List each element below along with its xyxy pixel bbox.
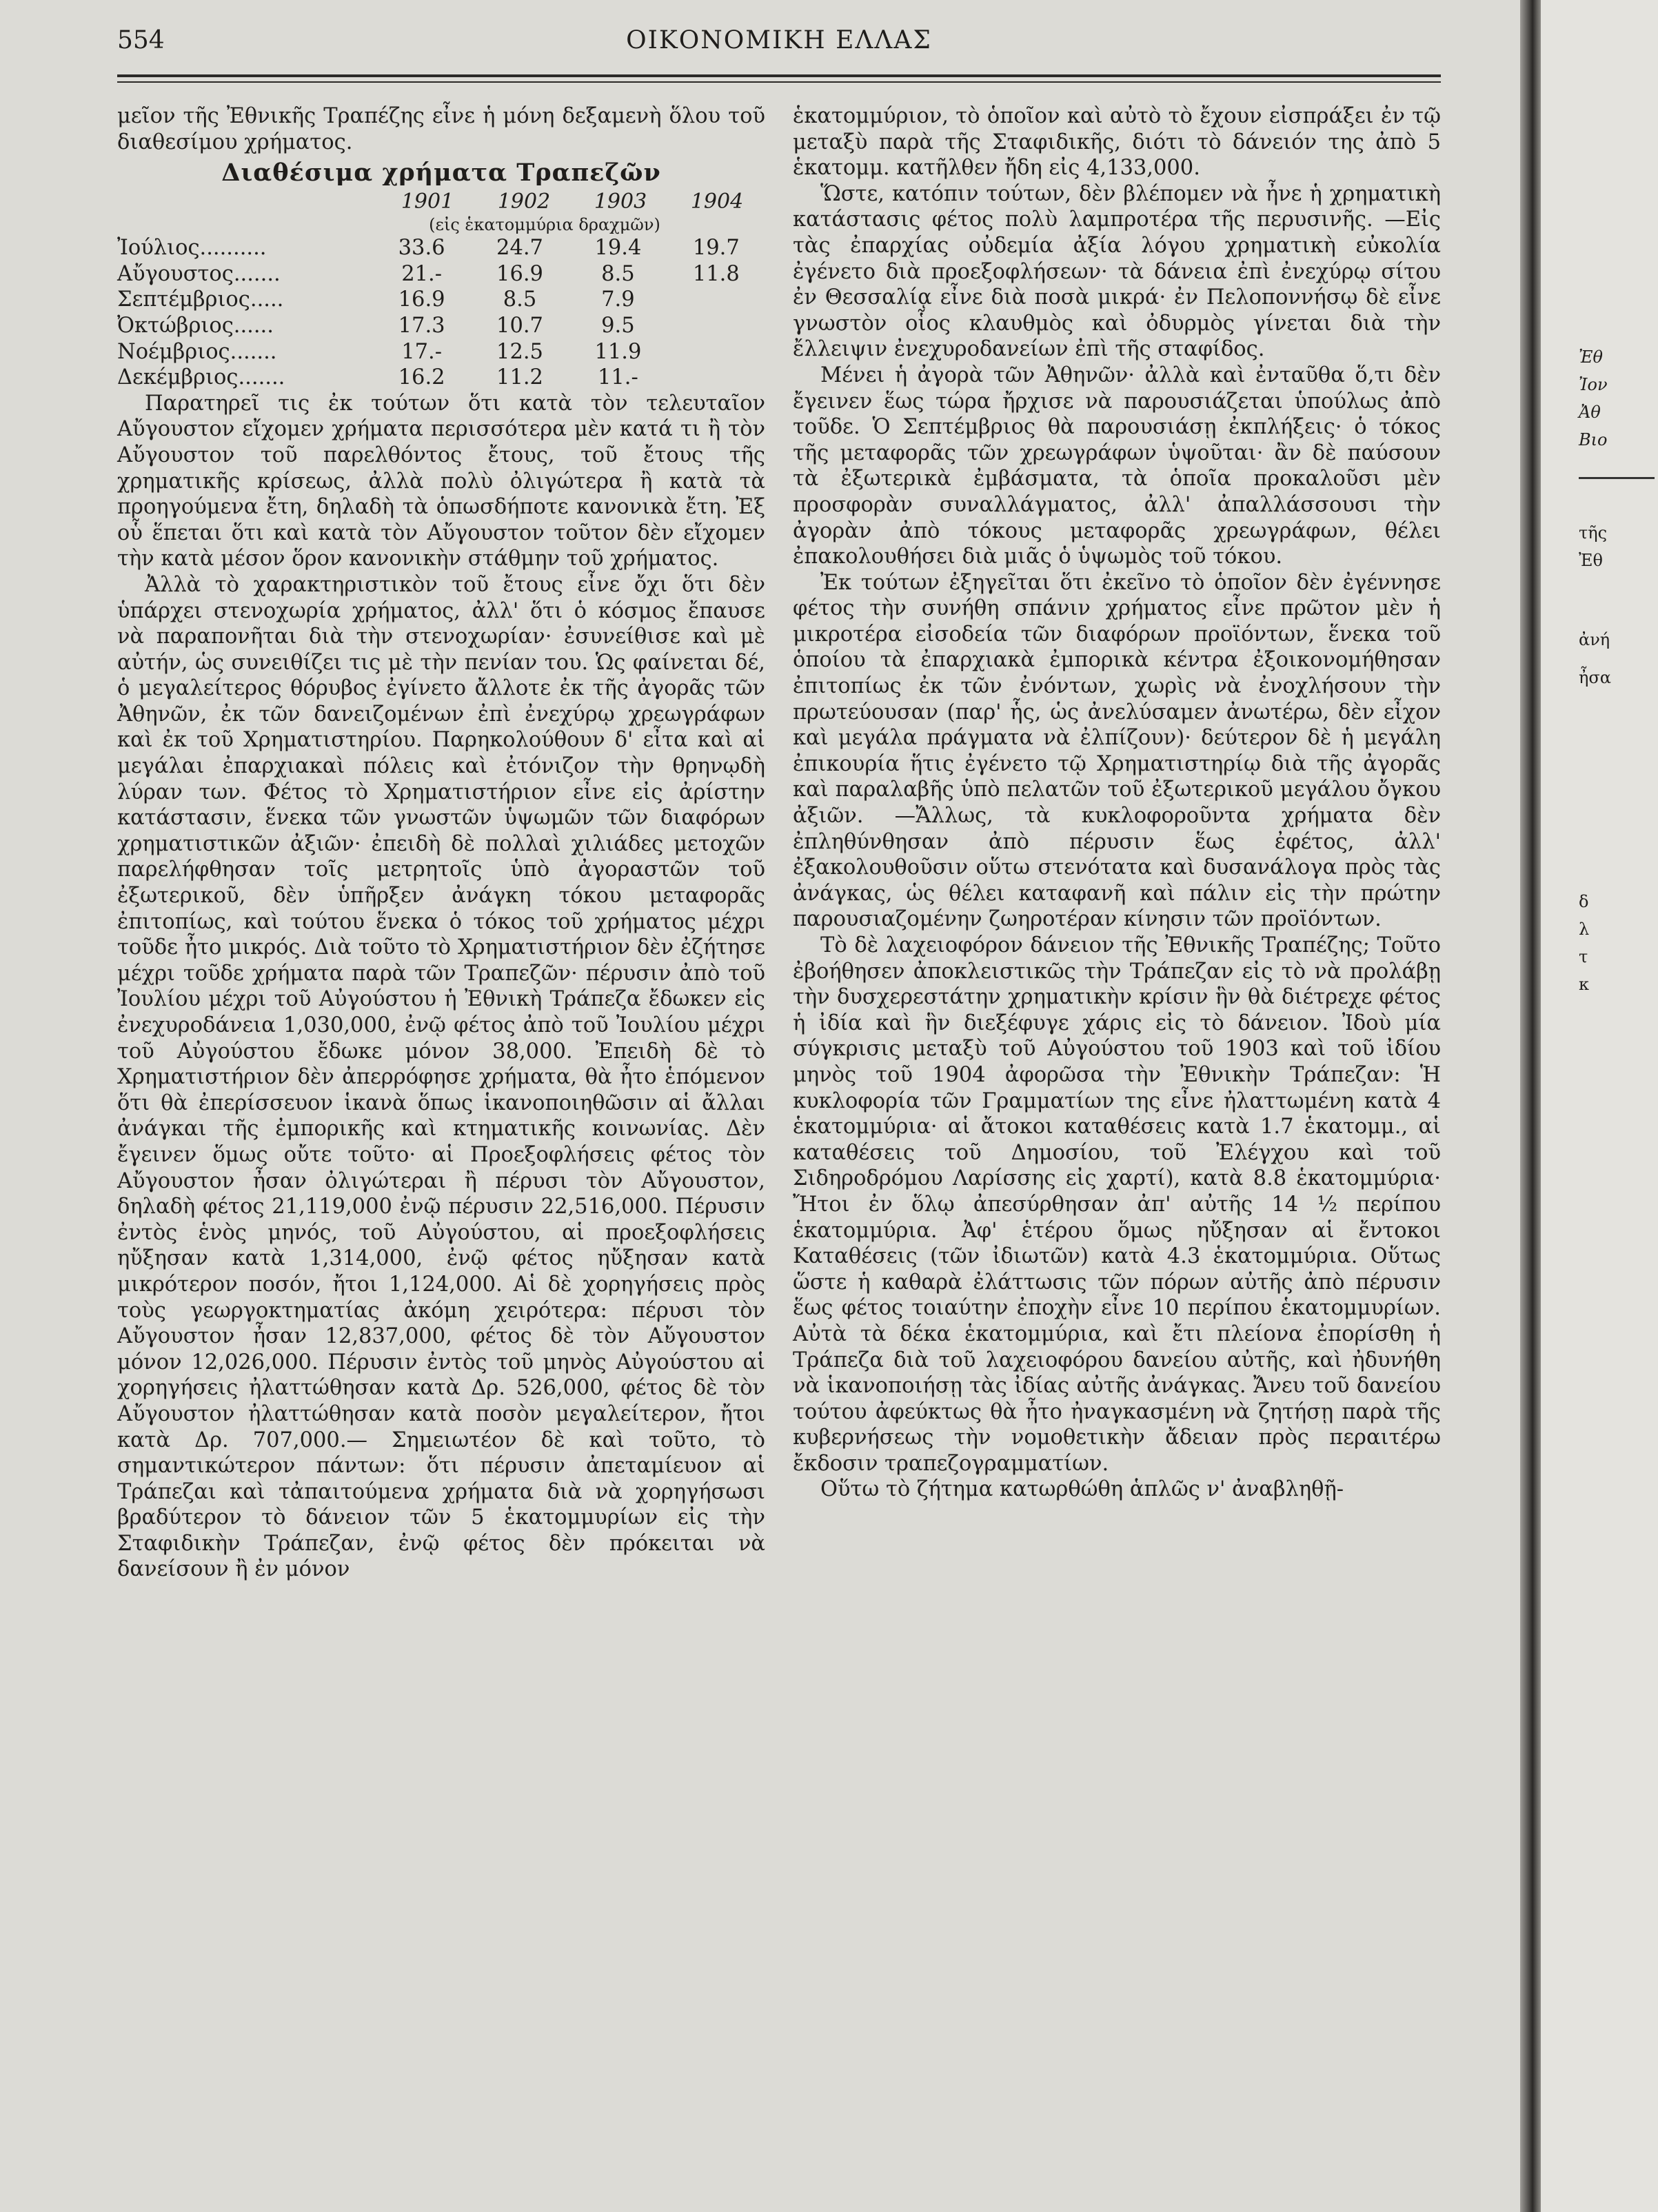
value-cell <box>667 287 765 313</box>
value-cell: 16.9 <box>496 261 543 286</box>
adjacent-rule <box>1579 477 1655 479</box>
value-cell: 11.- <box>597 365 638 390</box>
value-cell <box>667 365 765 391</box>
table-body <box>117 235 765 391</box>
journal-title: ΟΙΚΟΝΟΜΙΚΗ ΕΛΛΑΣ <box>626 26 932 54</box>
body-paragraph: Οὕτω τὸ ζήτημα κατωρθώθη ἁπλῶς ν' ἀναβληθῇ- <box>820 1477 1344 1502</box>
value-cell: 19.4 <box>594 236 642 261</box>
value-cell: 16.2 <box>398 365 445 390</box>
table-year-header <box>117 190 765 214</box>
available-money-table <box>117 156 765 391</box>
value-cell <box>667 313 765 339</box>
value-cell: 17.- <box>401 339 443 364</box>
month-cell: Σεπτέμβριος..... <box>117 287 284 312</box>
value-cell: 24.7 <box>496 236 543 261</box>
value-cell: 8.5 <box>503 287 537 312</box>
year-header: 1903 <box>594 190 647 214</box>
left-intro-paragraph: μεῖον τῆς Ἐθνικῆς Τραπέζης εἶνε ἡ μόνη δεξαμενὴ ὅλου τοῦ διαθεσίμου χρήματος. <box>117 104 765 154</box>
page-header <box>117 26 1441 68</box>
right-column <box>793 103 1441 1503</box>
month-cell: Αὔγουστος....... <box>117 261 281 286</box>
value-cell: 17.3 <box>398 313 445 338</box>
value-cell: 11.2 <box>496 365 543 390</box>
table-row <box>117 313 765 339</box>
table-row <box>117 365 765 391</box>
body-paragraph: Ὥστε, κατόπιν τούτων, δὲν βλέπομεν νὰ ἦνε ἡ χρηματικὴ κατάστασις φέτος πολὺ λαμπροτέρα τῆς περυσινῆς. —Εἰς τὰς ἐπαρχίας οὐδεμία ἀξία λόγου χρηματικὴ εὐκολία ἐγένετο διὰ προεξοφλήσεων· τὰ δάνεια ἐπὶ ἐνεχύρῳ σίτου ἐν Θεσσαλίᾳ εἶνε διὰ ποσὰ μικρά· ἐν Πελοποννήσῳ δὲ εἶνε γνωστὸν οἷος κλαυθμὸς καὶ ὀδυρμὸς γίνεται διὰ τὴν ἔλλειψιν ἐνεχυροδανείων ἐπὶ τῆς σταφίδος. <box>793 181 1441 362</box>
month-cell: Ἰούλιος.......... <box>117 236 267 261</box>
value-cell <box>667 339 765 365</box>
adjacent-fragment: Ἰον <box>1579 375 1608 394</box>
body-paragraph: ἑκατομμύριον, τὸ ὁποῖον καὶ αὐτὸ τὸ ἔχουν εἰσπράξει ἐν τῷ μεταξὺ παρὰ τῆς Σταφιδικῆς, διότι τὸ δάνειόν της ἀπὸ 5 ἑκατομμ. κατῆλθεν ἤδη εἰς 4,133,000. <box>793 104 1441 181</box>
page-number: 554 <box>117 26 165 54</box>
table-row <box>117 287 765 313</box>
value-cell: 16.9 <box>398 287 445 312</box>
month-cell: Δεκέμβριος....... <box>117 365 285 390</box>
adjacent-fragment: Βιο <box>1579 430 1608 449</box>
body-paragraph: Ἐκ τούτων ἐξηγεῖται ὅτι ἐκεῖνο τὸ ὁποῖον δὲν ἐγέννησε φέτος τὴν συνήθη σπάνιν χρήματος εἶνε πρῶτον μὲν ἡ μικροτέρα εἰσοδεία τῶν διαφόρων προϊόντων, ἕνεκα τοῦ ὁποίου τὰ ἐπαρχιακὰ ἐμπορικὰ κέντρα ἐξοικονομήθησαν ἐπιτοπίως ἐκ τῶν ἐνόντων, χωρὶς νὰ ἐνοχλήσουν τὴν πρωτεύουσαν (παρ' ἧς, ὡς ἀνελύσαμεν ἀνωτέρω, δὲν εἶχον καὶ μεγάλα πράγματα νὰ ἐλπίζουν)· δεύτερον δὲ ἡ μεγάλη ἐπικουρία ἥτις ἐγένετο τῷ Χρηματιστηρίῳ διὰ τῆς ἀγορᾶς καὶ παραλαβῆς ὑπὸ πελατῶν τοῦ ἐξωτερικοῦ μεγάλου ὄγκου ἀξιῶν. —Ἄλλως, τὰ κυκλοφοροῦντα χρήματα δὲν ἐπληθύνθησαν ἀπὸ πέρυσιν ἕως ἐφέτος, ἀλλ' ἐξακολουθοῦσιν οὕτω στενότατα καὶ δυσανάλογα πρὸς τὰς ἀνάγκας, ὡς θέλει καταφανῆ καὶ πάλιν εἰς τὴν πρώτην παρουσιαζομένην ζωηροτέραν κίνησιν τῶν προϊόντων. <box>793 570 1441 932</box>
adjacent-fragment: λ <box>1579 920 1590 939</box>
year-header: 1901 <box>401 190 454 214</box>
table-row <box>117 235 765 261</box>
value-cell: 12.5 <box>496 339 543 364</box>
table-row <box>117 339 765 365</box>
value-cell: 9.5 <box>601 313 635 338</box>
left-column <box>117 103 765 1583</box>
adjacent-fragment: Ἐθ <box>1579 347 1603 367</box>
table-unit-note: (εἰς ἑκατομμύρια δραχμῶν) <box>429 215 660 235</box>
value-cell: 7.9 <box>601 287 635 312</box>
value-cell: 21.- <box>401 261 443 286</box>
table-row <box>117 261 765 287</box>
header-rule-thin <box>117 81 1441 83</box>
year-header: 1904 <box>690 190 744 214</box>
value-cell: 19.7 <box>692 236 740 261</box>
book-gutter <box>1520 0 1541 2212</box>
adjacent-page-edge <box>1541 0 1658 2212</box>
body-paragraph: Ἀλλὰ τὸ χαρακτηριστικὸν τοῦ ἔτους εἶνε ὄχι ὅτι δὲν ὑπάρχει στενοχωρία χρήματος, ἀλλ' ὅτι ὁ κόσμος ἔπαυσε νὰ παραπονῆται διὰ τὴν στενοχωρίαν· ἐσυνείθισε καὶ μὲ αὐτήν, ὡς συνειθίζει τις μὲ τὴν πενίαν του. Ὡς φαίνεται δέ, ὁ μεγαλείτερος θόρυβος ἐγίνετο ἄλλοτε ἐκ τῆς ἀγορᾶς τῶν Ἀθηνῶν, ἐκ τῶν δανειζομένων ἐπὶ ἐνεχύρῳ χρεωγράφων καὶ ἐκ τοῦ Χρηματιστηρίου. Παρηκολούθουν δ' εἶτα καὶ αἱ μεγάλαι ἐπαρχιακαὶ πόλεις καὶ ἐτόνιζον τὴν θρηνῳδὴ λύραν των. Φέτος τὸ Χρηματιστήριον εἶνε εἰς ἀρίστην κατάστασιν, ἕνεκα τῶν γνωστῶν ὑψωμῶν τῶν διαφόρων χρηματιστικῶν ἀξιῶν· ἐπειδὴ δὲ πολλαὶ χιλιάδες μετοχῶν παρελήφθησαν τοῖς μετρητοῖς ὑπὸ ἀγοραστῶν τοῦ ἐξωτερικοῦ, δὲν ὑπῆρξεν ἀνάγκη τόκου μεταφορᾶς ἐπιτοπίως, καὶ τούτου ἕνεκα ὁ τόκος τοῦ χρήματος μέχρι τοῦδε ἦτο μικρός. Διὰ τοῦτο τὸ Χρηματιστήριον δὲν ἐζήτησε μέχρι τοῦδε χρήματα παρὰ τῶν Τραπεζῶν· πέρυσιν ἀπὸ τοῦ Ἰουλίου μέχρι τοῦ Αὐγούστου ἡ Ἐθνικὴ Τράπεζα ἔδωκεν εἰς ἐνεχυροδάνεια 1,030,000, ἐνῷ φέτος ἀπὸ τοῦ Ἰουλίου μέχρι τοῦ Αὐγούστου ἔδωκε μόνον 38,000. Ἐπειδὴ δὲ τὸ Χρηματιστήριον δὲν ἀπερρόφησε χρήματα, θὰ ἦτο ἑπόμενον ὅτι θὰ ἐπερίσσευον ἱκανὰ ὅπως ἱκανοποιηθῶσιν αἱ ἄλλαι ἀνάγκαι τῆς ἐμπορικῆς καὶ κτηματικῆς κοινωνίας. Δὲν ἔγεινεν ὅμως οὔτε τοῦτο· αἱ Προεξοφλήσεις φέτος τὸν Αὔγουστον ἦσαν ὀλιγώτεραι ἢ πέρυσι τὸν Αὔγουστον, δηλαδὴ φέτος 21,119,000 ἐνῷ πέρυσιν 22,516,000. Πέρυσιν ἐντὸς ἑνὸς μηνός, τοῦ Αὐγούστου, αἱ προεξοφλήσεις ηὔξησαν κατὰ 1,314,000, ἐνῷ φέτος ηὔξησαν κατὰ μικρότερον ποσόν, ἤτοι 1,124,000. Αἱ δὲ χορηγήσεις πρὸς τοὺς γεωργοκτηματίας ἀκόμη χειρότερα: πέρυσι τὸν Αὔγουστον ἦσαν 12,837,000, φέτος δὲ τὸν Αὔγουστον μόνον 12,026,000. Πέρυσιν ἐντὸς τοῦ μηνὸς Αὐγούστου αἱ χορηγήσεις ἠλαττώθησαν κατὰ Δρ. 526,000, φέτος δὲ τὸν Αὔγουστον ἠλαττώθησαν κατὰ ποσὸν μεγαλείτερον, ἤτοι κατὰ Δρ. 707,000.— Σημειωτέον δὲ καὶ τοῦτο, τὸ σημαντικώτερον πάντων: ὅτι πέρυσιν ἀπεταμίευον αἱ Τράπεζαι καὶ τἀπαιτούμενα χρήματα διὰ νὰ χορηγήσωσι βραδύτερον τὸ δάνειον τῶν 5 ἑκατομμυρίων εἰς τὴν Σταφιδικὴν Τράπεζαν, ἐνῷ φέτος δὲν πρόκειται νὰ δανείσουν ἢ ἐν μόνον <box>117 572 765 1582</box>
value-cell: 8.5 <box>601 261 635 286</box>
adjacent-fragment: Ἐθ <box>1579 551 1603 570</box>
body-paragraph: Τὸ δὲ λαχειοφόρον δάνειον τῆς Ἐθνικῆς Τραπέζης; Τοῦτο ἐβοήθησεν ἀποκλειστικῶς τὴν Τράπεζαν εἰς τὸ νὰ προλάβῃ τὴν δυσχερεστάτην χρηματικὴν κρίσιν ἣν θὰ διέτρεχε φέτος ἡ ἰδία καὶ ἣν διεξέφυγε χάρις εἰς τὸ δάνειον. Ἰδοὺ μία σύγκρισις μεταξὺ τοῦ Αὐγούστου τοῦ 1903 καὶ τοῦ ἰδίου μηνὸς τοῦ 1904 ἀφορῶσα τὴν Ἐθνικὴν Τράπεζαν: Ἡ κυκλοφορία τῶν Γραμματίων της εἶνε ἠλαττωμένη κατὰ 4 ἑκατομμύρια· αἱ ἄτοκοι καταθέσεις κατὰ 1.7 ἑκατομμ., αἱ καταθέσεις τοῦ Δημοσίου, τοῦ Ἐλέγχου καὶ τοῦ Σιδηροδρόμου Λαρίσσης εἰς χαρτί), κατὰ 8.8 ἑκατομμύρια· Ἤτοι ἐν ὅλῳ ἀπεσύρθησαν ἀπ' αὐτῆς 14 ½ περίπου ἑκατομμύρια. Ἀφ' ἑτέρου ὅμως ηὔξησαν αἱ ἔντοκοι Καταθέσεις (τῶν ἰδιωτῶν) κατὰ 4.3 ἑκατομμύρια. Οὕτως ὥστε ἡ καθαρὰ ἐλάττωσις τῶν πόρων αὐτῆς ἀπὸ πέρυσιν ἕως φέτος τοιαύτην ἐποχὴν εἶνε 10 περίπου ἑκατομμυρίων. Αὐτὰ τὰ δέκα ἑκατομμύρια, καὶ ἔτι πλείονα ἐπορίσθη ἡ Τράπεζα διὰ τοῦ λαχειοφόρου δανείου αὐτῆς, καὶ ἠδυνήθη νὰ ἱκανοποιήσῃ τὰς ἰδίας αὐτῆς ἀνάγκας. Ἄνευ τοῦ δανείου τούτου ἀφεύκτως θὰ ἦτο ἠναγκασμένη νὰ ζητήσῃ παρὰ τῆς κυβερνήσεως τὴν νομοθετικὴν ἄδειαν πρὸς περαιτέρω ἔκδοσιν τραπεζογραμματίων. <box>793 933 1441 1476</box>
table-title: Διαθέσιμα χρήματα Τραπεζῶν <box>221 159 661 187</box>
month-cell: Νοέμβριος....... <box>117 339 277 364</box>
adjacent-fragment: τῆς <box>1579 523 1608 542</box>
adjacent-fragment: κ <box>1579 975 1589 994</box>
value-cell: 11.8 <box>692 261 740 286</box>
year-header: 1902 <box>497 190 551 214</box>
value-cell: 33.6 <box>398 236 445 261</box>
body-paragraph: Μένει ἡ ἀγορὰ τῶν Ἀθηνῶν· ἀλλὰ καὶ ἐνταῦθα ὅ,τι δὲν ἔγεινεν ἕως τώρα ἤρχισε νὰ παρουσιάζεται ὑπούλως ἀπὸ τοῦδε. Ὁ Σεπτέμβριος θὰ παρουσιάσῃ ἐκπλήξεις· ὁ τόκος τῆς μεταφορᾶς τῶν χρεωγράφων ὑψοῦται· ἂν δὲ παύσουν τὰ ἐξωτερικὰ ἐμβάσματα, τὰ ὁποῖα προκαλοῦσι μὲν προσφορὰν συναλλάγματος, ἀλλ' ἀπαλλάσσουσι τὴν ἀγορὰν ἀπὸ τόκους μεταφορᾶς χρεωγράφων, θέλει ἐπακολουθήσει διὰ μιᾶς ὁ ὑψωμὸς τοῦ τόκου. <box>793 363 1441 569</box>
adjacent-fragment: ἦσα <box>1579 668 1611 687</box>
value-cell: 11.9 <box>594 339 642 364</box>
adjacent-fragment: ἀνή <box>1579 630 1610 649</box>
adjacent-fragment: Ἀθ <box>1579 403 1601 422</box>
body-paragraph: Παρατηρεῖ τις ἐκ τούτων ὅτι κατὰ τὸν τελευταῖον Αὔγουστον εἴχομεν χρήματα περισσότερα μὲν κατά τι ἢ τὸν Αὔγουστον τοῦ παρελθόντος ἔτους, τοῦ ἔτους τῆς χρηματικῆς κρίσεως, ἀλλὰ πολὺ ὀλιγώτερα ἢ κατὰ τὰ προηγούμενα ἔτη, δηλαδὴ τὰ ὁπωσδήποτε κανονικὰ ἔτη. Ἐξ οὗ ἕπεται ὅτι καὶ κατὰ τὸν Αὔγουστον τοῦτον δὲν εἴχομεν τὴν κατὰ μέσον ὅρον κανονικὴν στάθμην τοῦ χρήματος. <box>117 391 765 571</box>
adjacent-fragment: δ <box>1579 892 1589 911</box>
month-cell: Ὀκτώβριος...... <box>117 313 274 338</box>
adjacent-fragment: τ <box>1579 947 1588 966</box>
value-cell: 10.7 <box>496 313 543 338</box>
header-rule <box>117 74 1441 77</box>
